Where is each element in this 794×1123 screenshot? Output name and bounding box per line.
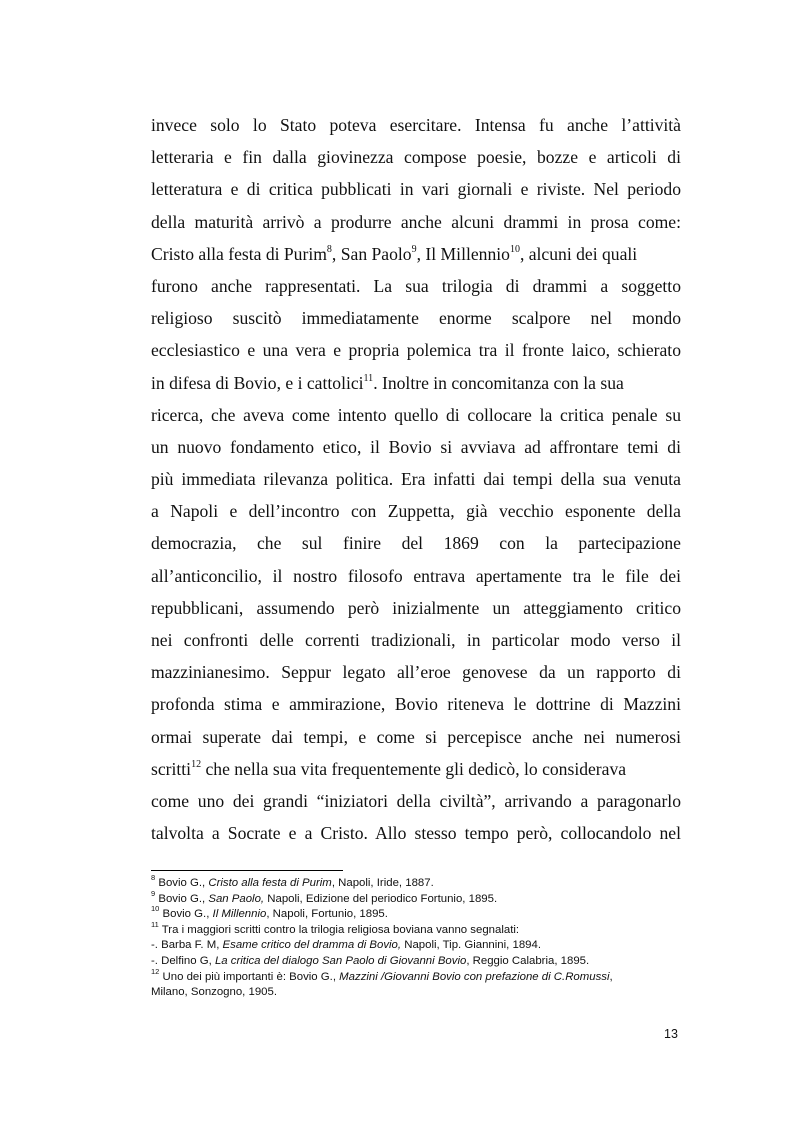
body-line: mazzinianesimo. Seppur legato all’eroe genovese da un rapporto di	[151, 662, 681, 683]
footnote-text: , Napoli, Fortunio, 1895.	[266, 908, 388, 921]
body-line: letteraria e fin dalla giovinezza compose poesie, bozze e articoli di	[151, 147, 681, 168]
body-line: a Napoli e dell’incontro con Zuppetta, già vecchio esponente della	[151, 501, 681, 522]
footnote-text: , Reggio Calabria, 1895.	[466, 954, 590, 967]
footnote-title: Mazzini /Giovanni Bovio con prefazione di C.Romussi	[339, 970, 610, 983]
footnote-text: -. Barba F. M,	[151, 939, 223, 952]
footnote-title: Esame critico del dramma di Bovio,	[222, 939, 402, 952]
footnote-text: Napoli, Edizione del periodico Fortunio, 1895.	[264, 892, 498, 905]
footnote	[151, 919, 691, 939]
footnote-text: Napoli, Tip. Giannini, 1894.	[401, 939, 541, 952]
body-line: profonda stima e ammirazione, Bovio riteneva le dottrine di Mazzini	[151, 694, 681, 715]
body-text-run: scritti	[151, 758, 192, 779]
body-line: più immediata rilevanza politica. Era infatti dai tempi della sua venuta	[151, 469, 681, 490]
body-line: nei confronti delle correnti tradizionali, in particolar modo verso il	[151, 630, 681, 650]
footnote-text: Bovio G.,	[158, 892, 209, 905]
footnote-ref: 8	[326, 243, 332, 255]
footnote-text: , Napoli, Iride, 1887.	[331, 877, 434, 889]
body-line: come uno dei grandi “iniziatori della civiltà”, arrivando a paragonarlo	[151, 790, 681, 811]
footnote	[151, 954, 691, 970]
body-line: letteratura e di critica pubblicati in vari giornali e riviste. Nel periodo	[151, 179, 681, 200]
body-line: della maturità arrivò a produrre anche alcuni drammi in prosa come:	[151, 211, 681, 232]
body-text-run: , alcuni dei quali	[519, 243, 638, 264]
body-line: repubblicani, assumendo però inizialmente un atteggiamento critico	[151, 597, 681, 618]
page-number: 13	[664, 1027, 678, 1041]
body-text	[151, 109, 681, 849]
body-line: ricerca, che aveva come intento quello di collocare la critica penale su	[151, 404, 681, 425]
body-text-run: Cristo alla festa di Purim	[151, 243, 327, 264]
body-line: democrazia, che sul finire del 1869 con la partecipazione	[151, 533, 681, 554]
footnote	[151, 888, 691, 908]
body-line	[151, 238, 681, 270]
footnote-text: Uno dei più importanti è: Bovio G.,	[162, 970, 340, 983]
footnote-title: San Paolo,	[208, 892, 265, 905]
footnote-number: 10	[151, 904, 160, 914]
body-line: ormai superate dai tempi, e come si percepisce anche nei numerosi	[151, 726, 681, 747]
body-text-run: , San Paolo	[331, 243, 412, 264]
footnote-number: 9	[151, 888, 156, 898]
footnote-text: -. Delfino G,	[151, 954, 215, 967]
footnote-number: 8	[151, 873, 156, 883]
footnote-separator	[151, 870, 343, 871]
footnote-text: ,	[609, 970, 613, 983]
body-line: invece solo lo Stato poteva esercitare. Intensa fu anche l’attività	[151, 115, 681, 135]
footnote-number: 12	[151, 966, 160, 976]
body-line: furono anche rappresentati. La sua trilogia di drammi a soggetto	[151, 275, 681, 296]
footnote-title: Il Millennio	[212, 908, 267, 921]
footnote	[151, 985, 691, 1001]
footnote-ref: 9	[411, 243, 417, 255]
body-line: ecclesiastico e una vera e propria polemica tra il fronte laico, schierato	[151, 340, 681, 361]
body-line	[151, 367, 681, 399]
body-text-run: che nella sua vita frequentemente gli dedicò, lo considerava	[201, 758, 627, 779]
footnote-title: La critica del dialogo San Paolo di Giovanni Bovio	[214, 954, 467, 967]
footnote-text: Bovio G.,	[162, 908, 213, 921]
footnote-ref: 10	[509, 243, 520, 255]
body-line: talvolta a Socrate e a Cristo. Allo stesso tempo però, collocandolo nel	[151, 823, 681, 844]
footnote-text: Bovio G.,	[158, 877, 209, 889]
body-text-run: . Inoltre in concomitanza con la sua	[373, 372, 624, 393]
footnote-ref: 12	[191, 758, 202, 770]
footnote	[151, 966, 691, 986]
footnote-ref: 11	[363, 372, 374, 384]
footnote-text: Tra i maggiori scritti contro la trilogia religiosa boviana vanno segnalati:	[161, 923, 520, 936]
footnote-title: Cristo alla festa di Purim	[208, 877, 332, 889]
body-line: religioso suscitò immediatamente enorme scalpore nel mondo	[151, 308, 681, 329]
body-text-run: in difesa di Bovio, e i cattolici	[151, 372, 364, 393]
body-line	[151, 753, 681, 785]
footnotes	[151, 873, 691, 1001]
footnote-text: Milano, Sonzogno, 1905.	[151, 986, 278, 999]
footnote	[151, 938, 691, 954]
body-line: all’anticoncilio, il nostro filosofo entrava apertamente tra le file dei	[151, 565, 681, 586]
body-line: un nuovo fondamento etico, il Bovio si avviava ad affrontare temi di	[151, 436, 681, 457]
footnote	[151, 904, 691, 923]
body-text-run: , Il Millennio	[416, 243, 510, 264]
footnote-number: 11	[151, 919, 159, 929]
footnote	[151, 873, 691, 892]
